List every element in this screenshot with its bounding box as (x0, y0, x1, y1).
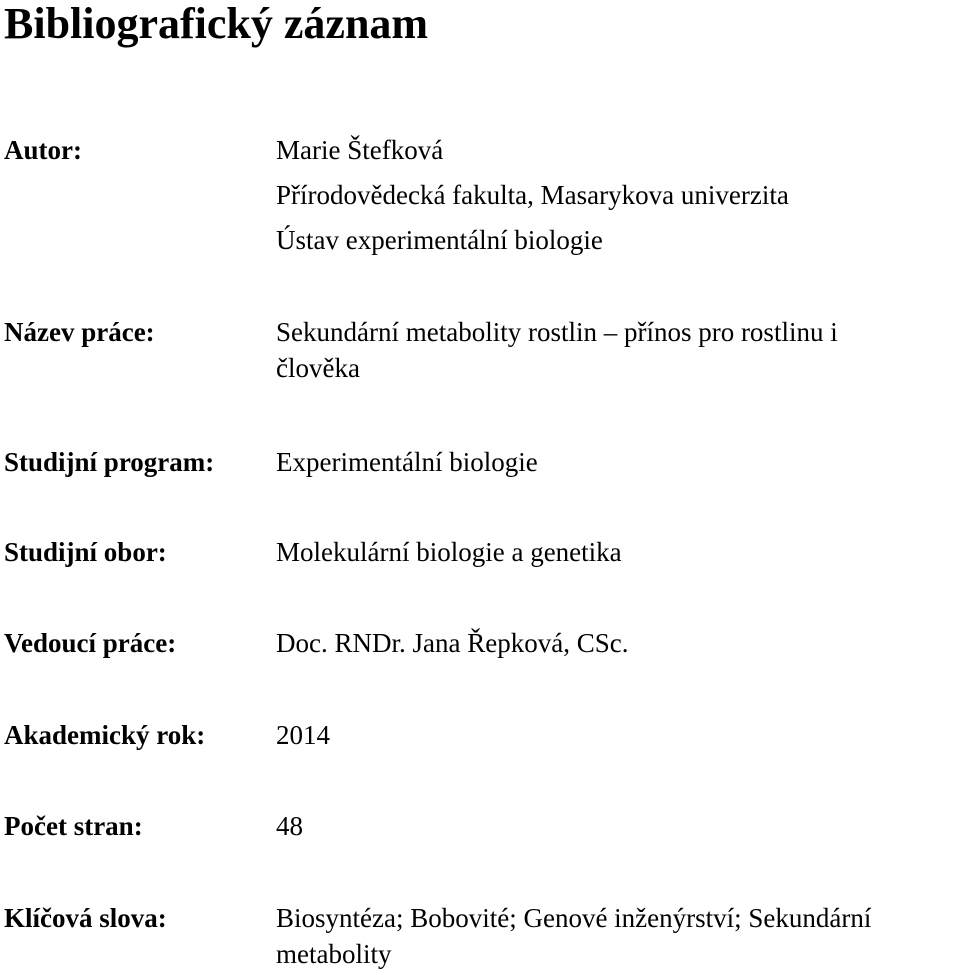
document-title: Bibliografický záznam (4, 0, 429, 48)
thesis-title-line-1: Sekundární metabolity rostlin – přínos pro rostlinu i (276, 317, 838, 347)
author-name: Marie Štefková (276, 135, 444, 165)
academic-year-value: 2014 (276, 720, 330, 750)
thesis-title-label: Název práce: (4, 317, 155, 347)
thesis-title-value (276, 314, 960, 386)
page-count-label: Počet stran: (4, 811, 143, 841)
author-faculty: Přírodovědecká fakulta, Masarykova univerzita (276, 180, 789, 210)
page-count-value: 48 (276, 811, 303, 841)
supervisor-value: Doc. RNDr. Jana Řepková, CSc. (276, 628, 629, 658)
supervisor-label: Vedoucí práce: (4, 628, 177, 658)
study-program-label: Studijní program: (4, 447, 215, 477)
author-institute: Ústav experimentální biologie (276, 225, 603, 255)
author-value (276, 128, 960, 263)
keywords-label: Klíčová slova: (4, 903, 167, 933)
field-of-study-label: Studijní obor: (4, 537, 167, 567)
keywords-value (276, 900, 960, 972)
author-label: Autor: (4, 135, 82, 165)
keywords-line-1: Biosyntéza; Bobovité; Genové inženýrství; Sekundární (276, 903, 872, 933)
academic-year-label: Akademický rok: (4, 720, 206, 750)
thesis-title-line-2: člověka (276, 353, 360, 383)
keywords-line-2: metabolity (276, 939, 392, 969)
field-of-study-value: Molekulární biologie a genetika (276, 537, 622, 567)
study-program-value: Experimentální biologie (276, 447, 538, 477)
